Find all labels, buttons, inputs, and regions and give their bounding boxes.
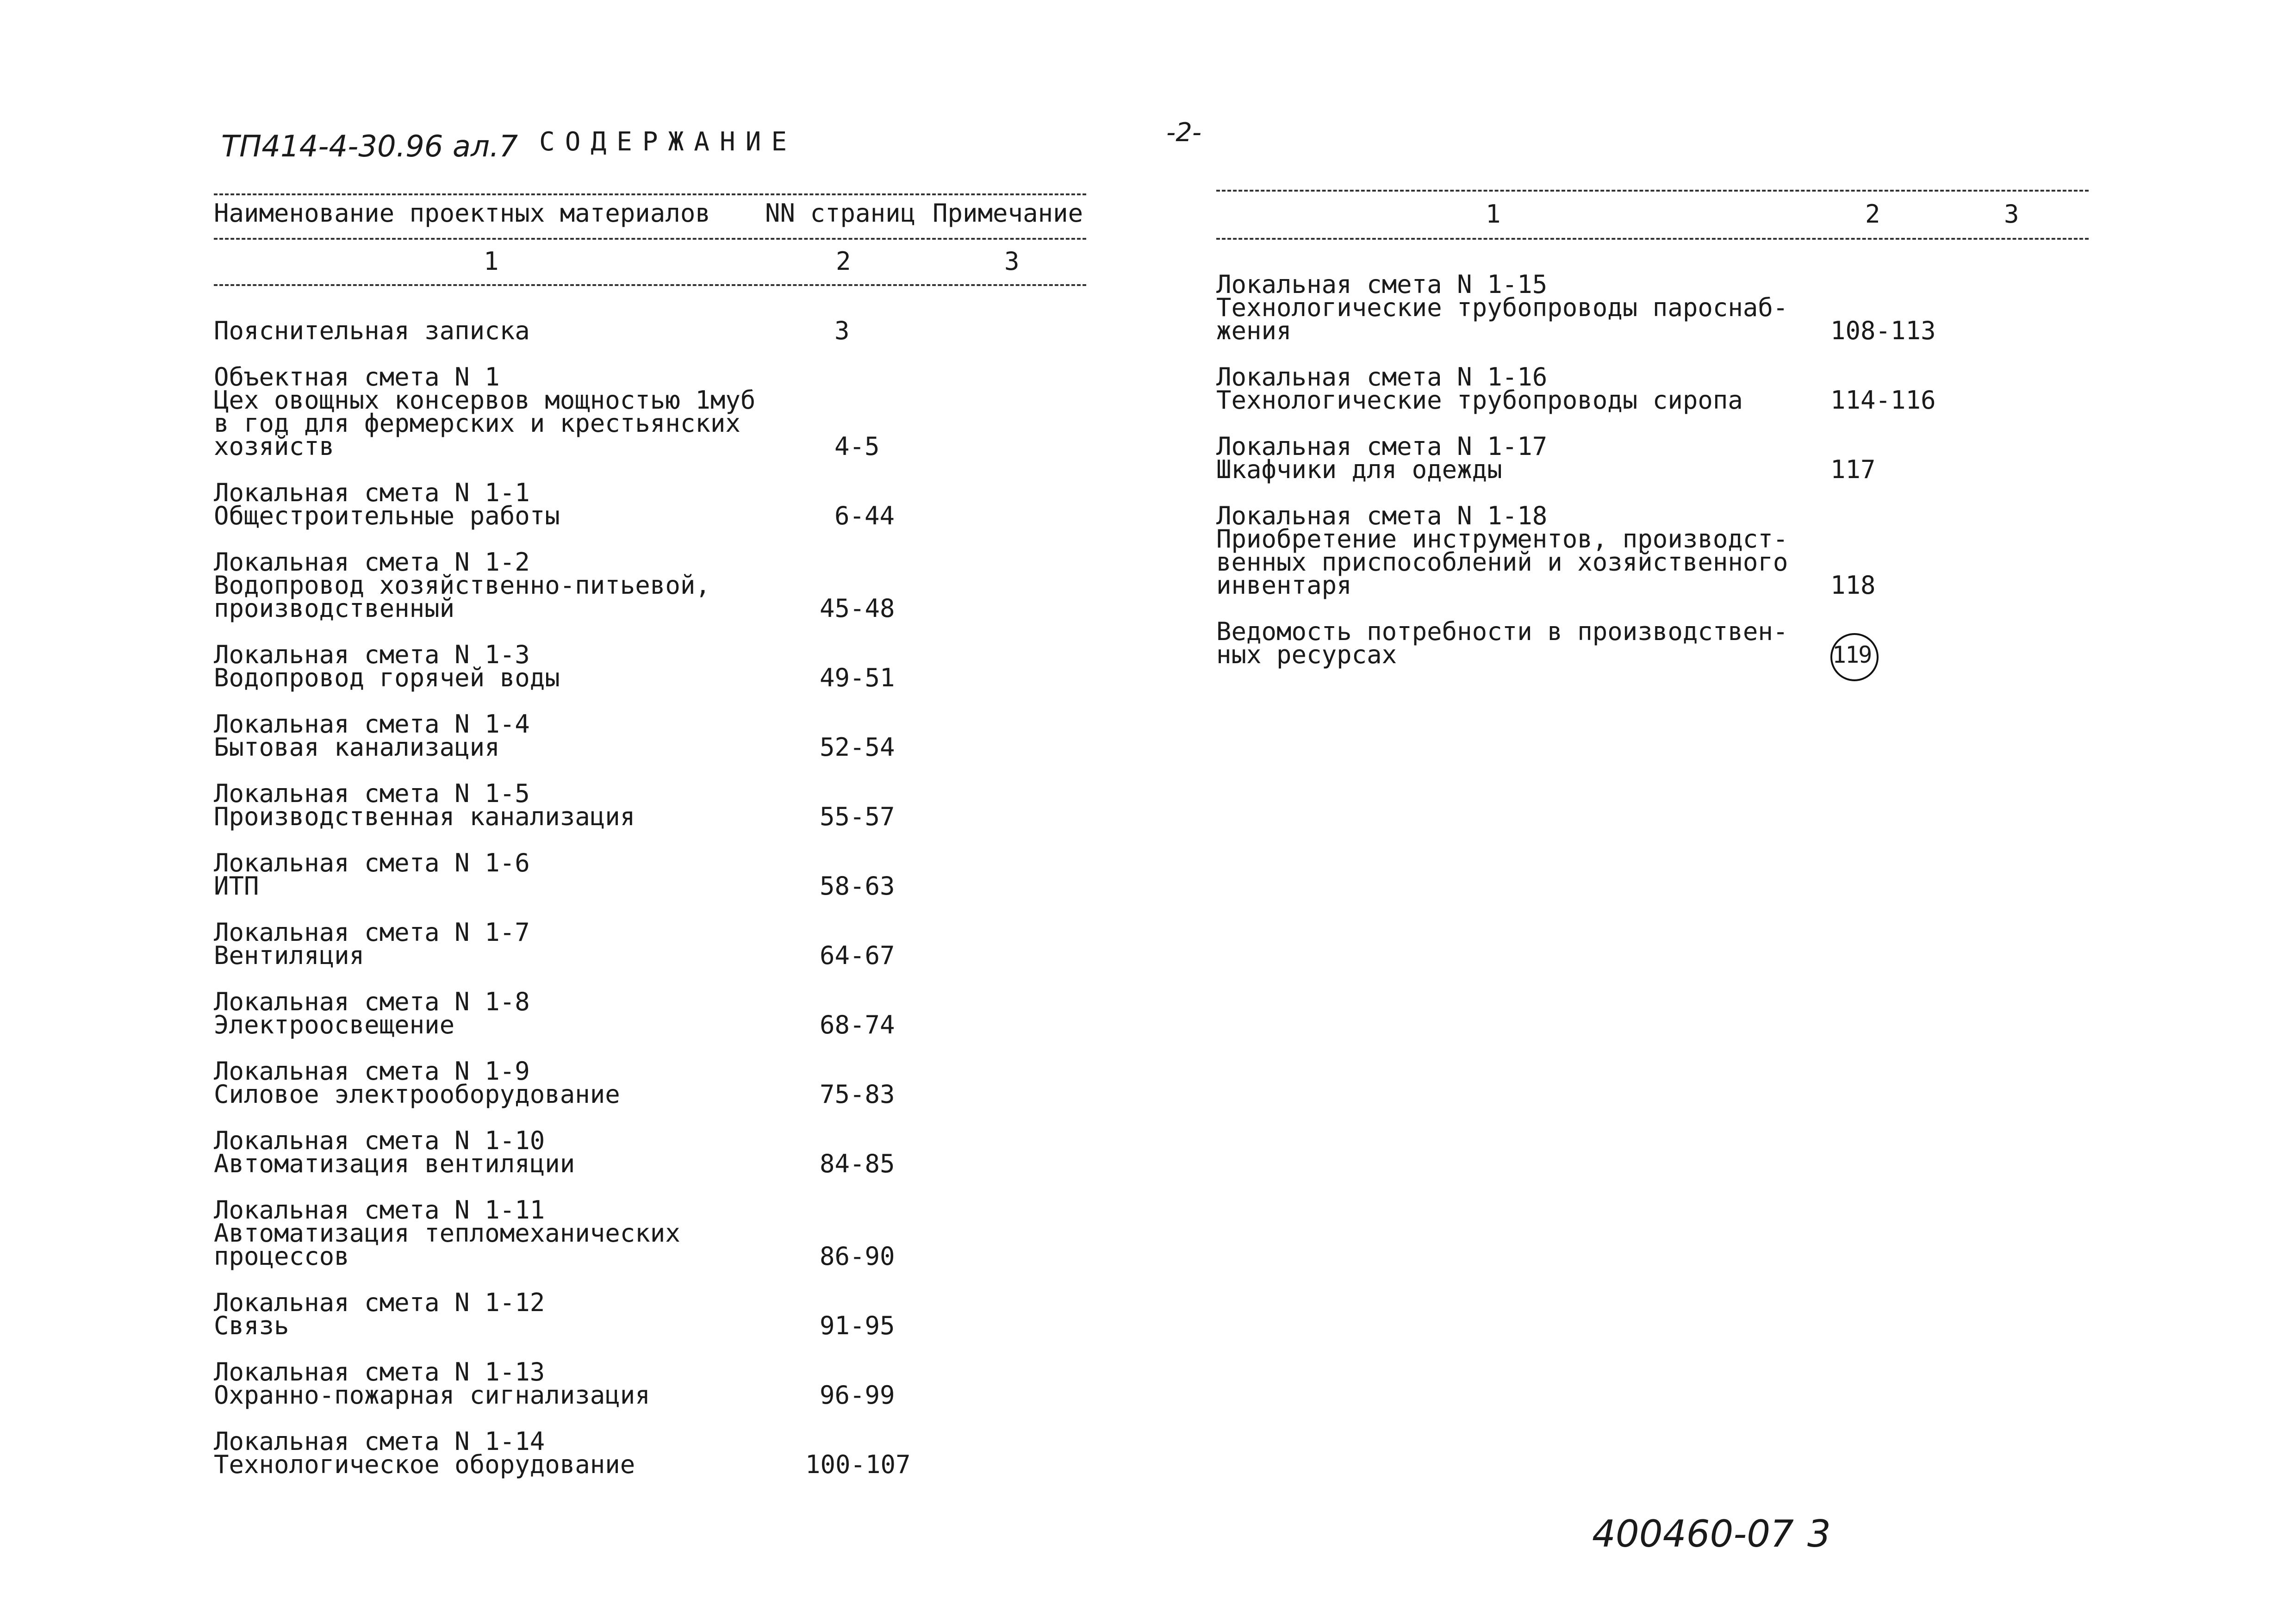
left-row-pages: 55-57 (820, 802, 895, 831)
right-colnum-2: 2 (1865, 199, 1880, 229)
left-row-line: в год для фермерских и крестьянских (214, 409, 740, 438)
left-row-line: Локальная смета N 1-8 (214, 987, 530, 1016)
left-row-line: Связь (214, 1311, 289, 1340)
left-row-line: Локальная смета N 1-11 (214, 1195, 545, 1225)
footer-sheet-number: 3 (1807, 1512, 1831, 1555)
left-row-line: Локальная смета N 1-3 (214, 640, 530, 669)
right-row-line: инвентаря (1216, 571, 1352, 600)
left-colnum-3: 3 (1004, 247, 1020, 276)
left-row-line: Водопровод горячей воды (214, 663, 560, 692)
left-row-line: Вентиляция (214, 941, 365, 970)
left-row (214, 1288, 545, 1340)
left-colnum-2: 2 (836, 247, 851, 276)
left-row-pages: 75-83 (820, 1080, 895, 1109)
left-row-line: Локальная смета N 1-2 (214, 547, 530, 577)
right-header-rule-top (1216, 190, 2089, 192)
left-row-line: Локальная смета N 1-1 (214, 478, 530, 507)
right-row-line: Локальная смета N 1-15 (1216, 270, 1548, 299)
left-row-line: Технологическое оборудование (214, 1450, 635, 1479)
left-row-line: Общестроительные работы (214, 501, 560, 530)
left-row-pages: 64-67 (820, 941, 895, 970)
left-row (214, 1126, 575, 1178)
left-row (214, 1427, 635, 1479)
left-row-pages: 4-5 (834, 432, 880, 461)
left-row (214, 1195, 680, 1271)
left-row-line: Электроосвещение (214, 1010, 455, 1039)
left-header-rule-mid (214, 238, 1086, 240)
left-row-line: Автоматизация тепломеханических (214, 1219, 680, 1248)
right-row-line: венных приспособлений и хозяйственного (1216, 547, 1788, 577)
right-row (1216, 362, 1743, 415)
right-row-line: Технологические трубопроводы сиропа (1216, 386, 1743, 415)
left-row-line: Охранно-пожарная сигнализация (214, 1380, 650, 1410)
document-code: ТП414-4-30.96 ал.7 (221, 130, 518, 164)
right-row-pages: 118 (1830, 571, 1876, 600)
left-row-line: хозяйств (214, 432, 335, 461)
left-row-pages: 91-95 (820, 1311, 895, 1340)
left-row-pages: 100-107 (805, 1450, 911, 1479)
left-row-line: Локальная смета N 1-10 (214, 1126, 545, 1155)
left-row-line: Цех овощных консервов мощностью 1муб (214, 386, 756, 415)
left-row-pages: 58-63 (820, 871, 895, 901)
right-row (1216, 432, 1548, 484)
right-row-line: Локальная смета N 1-18 (1216, 501, 1548, 530)
right-row-line: жения (1216, 316, 1292, 345)
right-row (1216, 270, 1788, 345)
left-row-pages: 3 (834, 316, 850, 345)
right-colnum-3: 3 (2004, 199, 2019, 229)
left-row-line: Силовое электрооборудование (214, 1080, 620, 1109)
left-row (214, 709, 530, 762)
left-row-pages: 84-85 (820, 1149, 895, 1178)
left-row-line: Бытовая канализация (214, 733, 500, 762)
right-row-pages: 114-116 (1830, 386, 1936, 415)
left-row (214, 362, 756, 461)
right-row (1216, 501, 1788, 600)
left-row-line: Локальная смета N 1-7 (214, 918, 530, 947)
left-header-name: Наименование проектных материалов (214, 199, 710, 228)
left-row-pages: 49-51 (820, 663, 895, 692)
left-header-pages: NN страниц (765, 199, 916, 228)
footer-stamp-number: 400460-07 (1592, 1512, 1794, 1555)
right-row-pages: 117 (1830, 455, 1876, 484)
left-row (214, 316, 530, 345)
left-row-line: Автоматизация вентиляции (214, 1149, 575, 1178)
left-row-pages: 45-48 (820, 594, 895, 623)
left-row-pages: 52-54 (820, 733, 895, 762)
left-row-line: Локальная смета N 1-4 (214, 709, 530, 739)
right-row-line: ных ресурсах (1216, 640, 1397, 669)
left-row-line: ИТП (214, 871, 259, 901)
right-row-pages: 119 (1832, 641, 1872, 668)
left-row-line: Пояснительная записка (214, 316, 530, 345)
left-row-line: Производственная канализация (214, 802, 635, 831)
left-row-line: Локальная смета N 1-12 (214, 1288, 545, 1317)
left-colnum-1: 1 (484, 247, 499, 276)
left-row-pages: 6-44 (834, 501, 895, 530)
left-row (214, 1057, 620, 1109)
right-header-rule-bottom (1216, 238, 2089, 240)
right-row-line: Приобретение инструментов, производст- (1216, 524, 1788, 553)
left-row (214, 987, 530, 1039)
left-row (214, 547, 710, 623)
page-number: -2- (1166, 118, 1202, 148)
right-row-line: Локальная смета N 1-17 (1216, 432, 1548, 461)
left-row-pages: 86-90 (820, 1242, 895, 1271)
right-row-line: Локальная смета N 1-16 (1216, 362, 1548, 392)
right-row-line: Шкафчики для одежды (1216, 455, 1502, 484)
right-row (1216, 617, 1788, 669)
left-row-line: Локальная смета N 1-9 (214, 1057, 530, 1086)
left-header-rule-bottom (214, 284, 1086, 286)
left-row (214, 1357, 650, 1410)
left-row (214, 640, 560, 692)
left-row-pages: 68-74 (820, 1010, 895, 1039)
left-row-line: Объектная смета N 1 (214, 362, 500, 392)
left-row-line: производственный (214, 594, 455, 623)
left-header-rule-top (214, 193, 1086, 195)
right-colnum-1: 1 (1486, 199, 1501, 229)
left-row (214, 779, 635, 831)
left-row-line: Локальная смета N 1-14 (214, 1427, 545, 1456)
left-row-pages: 96-99 (820, 1380, 895, 1410)
left-row (214, 478, 560, 530)
left-row-line: процессов (214, 1242, 349, 1271)
left-row-line: Локальная смета N 1-6 (214, 848, 530, 877)
right-row-line: Технологические трубопроводы пароснаб- (1216, 293, 1788, 322)
right-row-pages: 108-113 (1830, 316, 1936, 345)
left-header-note: Примечание (933, 199, 1083, 228)
right-row-line: Ведомость потребности в производствен- (1216, 617, 1788, 646)
left-row-line: Водопровод хозяйственно-питьевой, (214, 571, 710, 600)
left-row (214, 848, 530, 901)
left-row (214, 918, 530, 970)
document-title: СОДЕРЖАНИЕ (539, 127, 797, 157)
left-row-line: Локальная смета N 1-5 (214, 779, 530, 808)
left-row-line: Локальная смета N 1-13 (214, 1357, 545, 1387)
